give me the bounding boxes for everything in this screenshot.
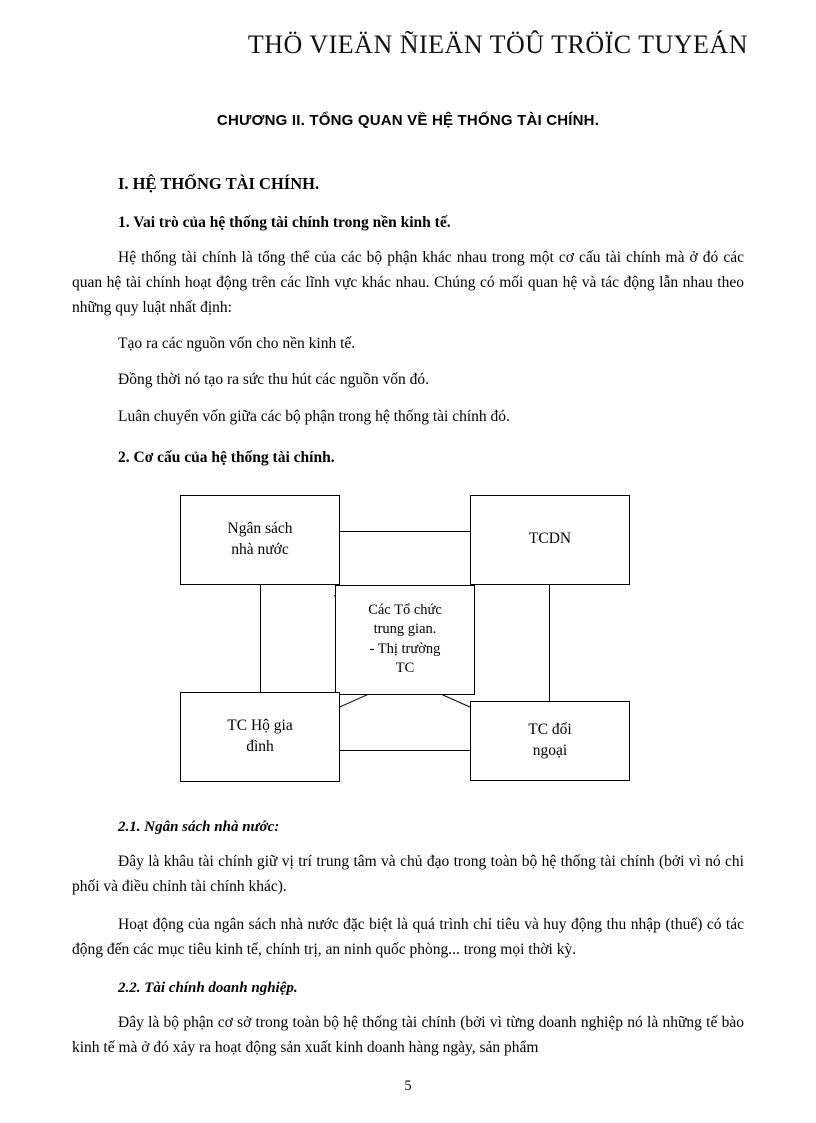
paragraph-4: Luân chuyển vốn giữa các bộ phận trong hệ thống tài chính đó. <box>118 407 510 425</box>
diagram-box-ngan-sach-nha-nuoc <box>180 495 340 585</box>
subsection-2-1-paragraph-1: Đây là khâu tài chính giữ vị trí trung tâm và chủ đạo trong toàn bộ hệ thống tài chính (bởi vì nó chi phối và điều chỉnh tài chính khác). <box>72 852 744 895</box>
page-number: 5 <box>404 1078 412 1094</box>
subsection-2-2-paragraph-1: Đây là bộ phận cơ sở trong toàn bộ hệ thống tài chính (bởi vì từng doanh nghiệp nó là những tế bào kinh tế mà ở đó xảy ra hoạt động sản xuất kinh doanh hàng ngày, sản phẩm <box>72 1014 744 1057</box>
watermark-header: THÖ VIEÄN ÑIEÄN TÖÛ TRÖÏC TUYEÁN <box>247 30 748 59</box>
paragraph-3: Đồng thời nó tạo ra sức thu hút các nguồn vốn đó. <box>118 371 430 389</box>
diagram-box-label: Ngân sách nhà nước <box>227 519 293 558</box>
subsection-2-2-title: 2.2. Tài chính doanh nghiệp. <box>118 980 298 997</box>
diagram-box-label: TC đối ngoại <box>528 720 572 759</box>
section-title: I. HỆ THỐNG TÀI CHÍNH. <box>118 174 320 193</box>
diagram-box-tc-doi-ngoai <box>470 701 630 781</box>
subsection-2-1-title: 2.1. Ngân sách nhà nước: <box>118 818 280 835</box>
subsection-2-1-paragraph-2: Hoạt động của ngân sách nhà nước đặc biệt là quá trình chỉ tiêu và huy động thu nhập (thuế) có tác động đến các mục tiêu kinh tế, chính trị, an ninh quốc phòng... trong mọi thời kỳ. <box>72 915 744 958</box>
diagram-box-tc-ho-gia-dinh <box>180 692 340 782</box>
paragraph-1: Hệ thống tài chính là tổng thể của các bộ phận khác nhau trong một cơ cấu tài chính mà ở đó các quan hệ tài chính hoạt động trên các lĩnh vực khác nhau. Chúng có mối quan hệ và tác động lẫn nhau theo những quy luật nhất định: <box>72 249 744 317</box>
subsection-2-title: 2. Cơ cấu của hệ thống tài chính. <box>118 448 335 466</box>
diagram-box-tcdn <box>470 495 630 585</box>
paragraph-2: Tạo ra các nguồn vốn cho nền kinh tế. <box>118 335 356 353</box>
diagram-box-label: TC Hộ gia đình <box>227 716 293 755</box>
diagram-box-label: TCDN <box>528 530 572 548</box>
diagram-box-label: Các Tổ chức trung gian. - Thị trường TC <box>368 601 442 677</box>
chapter-title: CHƯƠNG II. TỔNG QUAN VỀ HỆ THỐNG TÀI CHÍNH. <box>216 112 600 129</box>
subsection-1-title: 1. Vai trò của hệ thống tài chính trong nền kinh tế. <box>118 214 451 231</box>
financial-system-diagram <box>72 491 744 801</box>
diagram-box-cac-to-chuc-trung-gian <box>335 585 475 695</box>
